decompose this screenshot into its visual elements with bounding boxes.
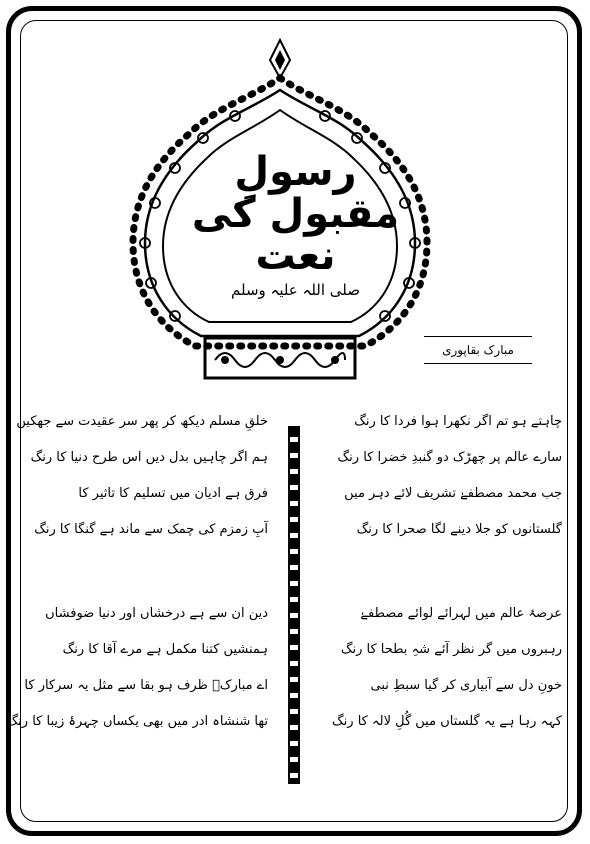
verse-line: رہبروں میں گر نظر آئے شہِ بطحا کا رنگ: [340, 642, 562, 657]
verse-line: خونِ دل سے آبیاری کر گیا سبطِ نبی: [370, 678, 562, 693]
verse-line: کہہ رہا ہے یہ گلستاں میں گُلِ لالہ کا رنگ: [332, 714, 562, 729]
verse-line: گلستانوں کو جلا دینے لگا صحرا کا رنگ: [356, 522, 562, 537]
verse-line: آبِ زمزم کی چمک سے ماند ہے گنگا کا رنگ: [34, 522, 268, 537]
finial-ornament: [270, 40, 290, 78]
poem-column-left: [6, 404, 268, 740]
verse-line: فرق ہے ادیان میں تسلیم کا تاثیر کا: [78, 486, 268, 501]
verse-line: تھا شنشاہ ادر میں بھی یکساں چہرۂ زیبا کا رنگ: [6, 714, 268, 729]
verse-line: جب محمد مصطفےٰ تشریف لائے دہر میں: [344, 486, 562, 501]
column-divider: [288, 426, 300, 784]
poem-column-right: [332, 404, 562, 740]
verse-line: چاہتے ہو تم اگر نکھرا ہوا فردا کا رنگ: [354, 414, 562, 429]
author-name: مبارک بقاپوری: [424, 336, 532, 364]
verse-line: ہمنشیں کتنا مکمل ہے مرے آقا کا رنگ: [62, 642, 268, 657]
title-main: رسولِ مقبول کی نعت: [191, 149, 400, 279]
verse-line: عرصۂ عالم میں لہرائے لوائے مصطفےٰ: [360, 606, 562, 621]
title-calligraphy: [188, 150, 403, 300]
verse-line: دین ان سے ہے درخشاں اور دنیا ضوفشاں: [45, 606, 268, 621]
verse-line: خلقِ مسلم دیکھ کر پھر سر عقیدت سے جھکیں: [16, 414, 268, 429]
title-salutation: صلی اللہ علیہ وسلم: [231, 281, 360, 299]
verse-line: اے مبارکؔ ظرف ہو بقا سے مثل یہ سرکار کا: [24, 678, 268, 693]
verse-line: ہم اگر چاہیں بدل دیں اس طرح دنیا کا رنگ: [30, 450, 268, 465]
verse-line: سارے عالم پر چھڑک دو گنبدِ خضرا کا رنگ: [337, 450, 562, 465]
